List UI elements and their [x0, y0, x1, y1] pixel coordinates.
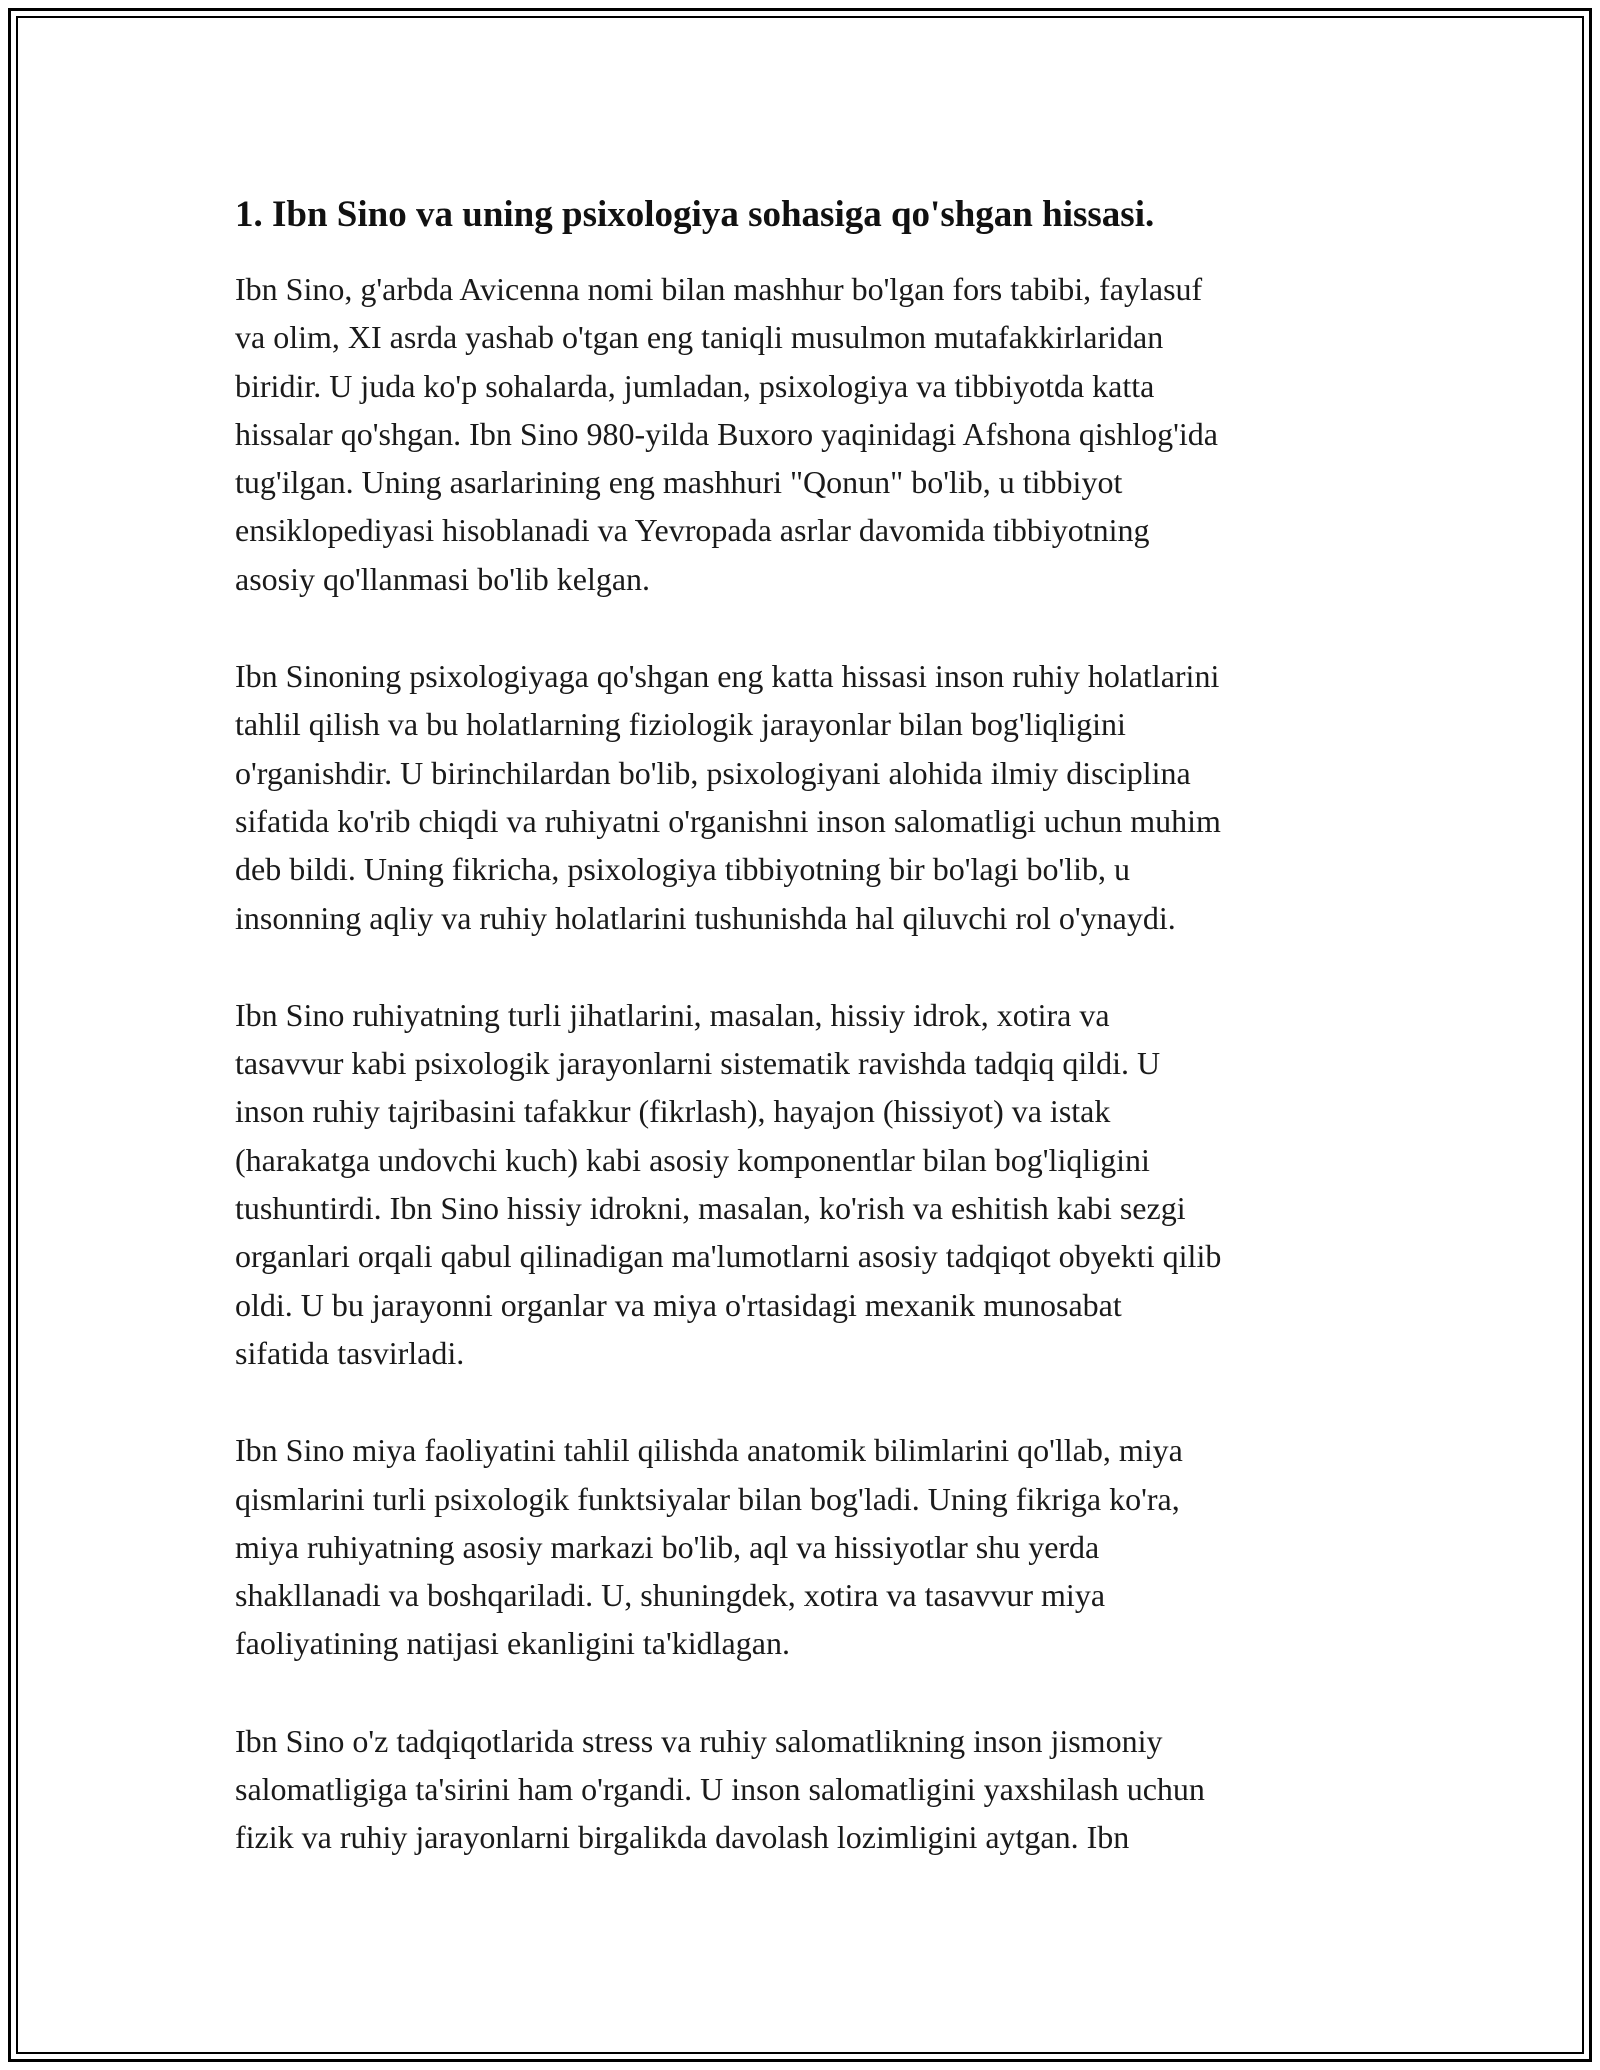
- document-body: [235, 187, 1375, 1862]
- paragraph-intro: Ibn Sino, g'arbda Avicenna nomi bilan mashhur bo'lgan fors tabibi, faylasuf va olim, XI asrda yashab o'tgan eng taniqli musulmon mutafakkirlaridan biridir. U juda ko'p sohalarda, jumladan, psixologiya va tibbiyotda katta hissalar qo'shgan. Ibn Sino 980-yilda Buxoro yaqinidagi Afshona qishlog'ida tug'ilgan. Uning asarlarining eng mashhuri "Qonun" bo'lib, u tibbiyot ensiklopediyasi hisoblanadi va Yevropada asrlar davomida tibbiyotning asosiy qo'llanmasi bo'lib kelgan.: [235, 271, 1218, 597]
- paragraph-stress-health: Ibn Sino o'z tadqiqotlarida stress va ruhiy salomatlikning inson jismoniy salomatligiga ta'sirini ham o'rgandi. U inson salomatligini yaxshilash uchun fizik va ruhiy jarayonlarni birgalikda davolash lozimligini aytgan. Ibn: [235, 1722, 1205, 1856]
- paragraph-brain-activity: Ibn Sino miya faoliyatini tahlil qilishda anatomik bilimlarini qo'llab, miya qismlarini turli psixologik funktsiyalar bilan bog'ladi. Uning fikriga ko'ra, miya ruhiyatning asosiy markazi bo'lib, aql va hissiyotlar shu yerda shakllanadi va boshqariladi. U, shuningdek, xotira va tasavvur miya faoliyatining natijasi ekanligini ta'kidlagan.: [235, 1432, 1183, 1662]
- paragraph-psychology-contribution: Ibn Sinoning psixologiyaga qo'shgan eng katta hissasi inson ruhiy holatlarini tahlil qilish va bu holatlarning fiziologik jarayonlar bilan bog'liqligini o'rganishdir. U birinchilardan bo'lib, psixologiyani alohida ilmiy disciplina sifatida ko'rib chiqdi va ruhiyatni o'rganishni inson salomatligi uchun muhim deb bildi. Uning fikricha, psixologiya tibbiyotning bir bo'lagi bo'lib, u insonning aqliy va ruhiy holatlarini tushunishda hal qiluvchi rol o'ynaydi.: [235, 658, 1221, 936]
- section-heading: 1. Ibn Sino va uning psixologiya sohasiga qo'shgan hissasi.: [235, 194, 1155, 235]
- paragraph-mental-processes: Ibn Sino ruhiyatning turli jihatlarini, masalan, hissiy idrok, xotira va tasavvur kabi psixologik jarayonlarni sistematik ravishda tadqiq qildi. U inson ruhiy tajribasini tafakkur (fikrlash), hayajon (hissiyot) va istak (harakatga undovchi kuch) kabi asosiy komponentlar bilan bog'liqligini tushuntirdi. Ibn Sino hissiy idrokni, masalan, ko'rish va eshitish kabi sezgi organlari orqali qabul qilinadigan ma'lumotlarni asosiy tadqiqot obyekti qilib oldi. U bu jarayonni organlar va miya o'rtasidagi mexanik munosabat sifatida tasvirladi.: [235, 996, 1222, 1371]
